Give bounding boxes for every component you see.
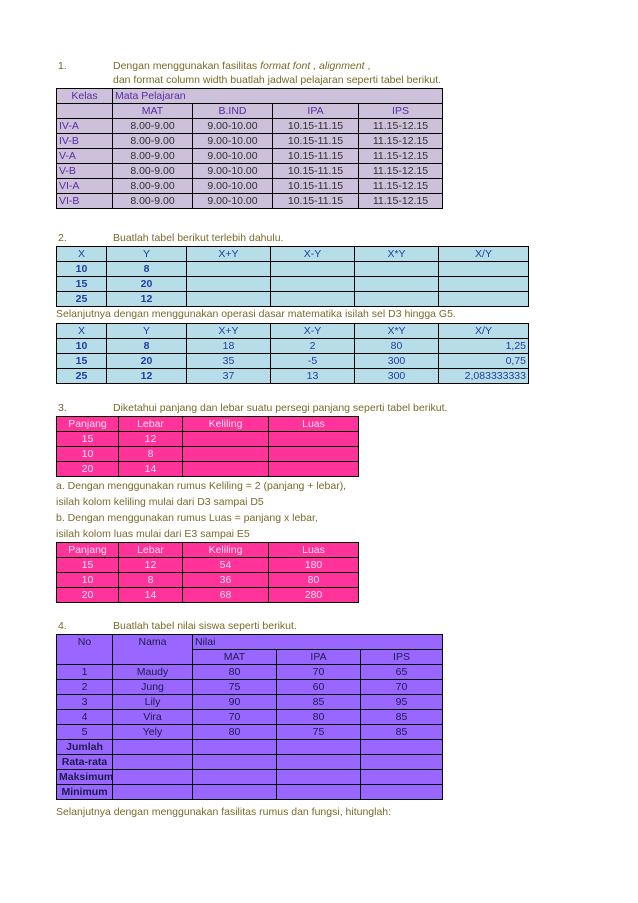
table-row [57,369,529,384]
value-cell: 8 [107,339,187,354]
summary-label: Maksimum [57,770,113,785]
empty-cell [277,770,361,785]
grade-cell: 85 [361,725,443,740]
value-cell: 280 [269,588,359,603]
student-grades-table [56,634,443,800]
section3-text-a: a. Dengan menggunakan rumus Keliling = 2 (panjang + lebar), [56,480,347,492]
empty-cell [113,785,193,800]
table-row [57,262,529,277]
math-table-filled [56,323,529,384]
empty-cell [187,262,271,277]
column-header: Panjang [57,417,119,432]
subject-header: MAT [193,650,277,665]
empty-cell [355,292,439,307]
empty-cell [183,462,269,477]
header-mata-pelajaran: Mata Pelajaran [113,89,443,104]
table-row [57,770,443,785]
header-no: No [57,635,113,650]
empty-cell [439,277,529,292]
name-cell: Vira [113,710,193,725]
grade-cell: 70 [193,710,277,725]
time-cell: 11.15-12.15 [359,119,443,134]
value-cell: 20 [57,588,119,603]
grade-cell: 4 [57,710,113,725]
column-header: X*Y [355,324,439,339]
column-header: Keliling [183,417,269,432]
grade-cell: 65 [361,665,443,680]
empty-cell [269,447,359,462]
empty-cell [187,277,271,292]
panjang-cell: 15 [57,432,119,447]
empty-cell [439,292,529,307]
value-cell: 20 [107,354,187,369]
section3-text-d: isilah kolom luas mulai dari E3 sampai E5 [56,528,250,540]
x-cell: 25 [57,292,107,307]
grade-cell: 75 [193,680,277,695]
time-cell: 9.00-10.00 [193,134,273,149]
table-row [57,277,529,292]
empty-cell [269,432,359,447]
value-cell: 15 [57,354,107,369]
time-cell: 9.00-10.00 [193,119,273,134]
section3-text-c: b. Dengan menggunakan rumus Luas = panjang x lebar, [56,512,318,524]
column-header: X [57,324,107,339]
grade-cell: 85 [277,695,361,710]
table-row [57,665,443,680]
value-cell: 1,25 [439,339,529,354]
y-cell: 8 [107,262,187,277]
value-cell: 10 [57,573,119,588]
grade-cell: 80 [193,725,277,740]
x-cell: 10 [57,262,107,277]
table-row [57,785,443,800]
empty-cell [193,755,277,770]
empty-cell [355,262,439,277]
time-cell: 10.15-11.15 [273,164,359,179]
time-cell: 9.00-10.00 [193,164,273,179]
grade-cell: 75 [277,725,361,740]
table-row [57,119,443,134]
class-cell: V-B [57,164,113,179]
empty-cell [277,755,361,770]
panjang-cell: 10 [57,447,119,462]
table-row [57,695,443,710]
empty-cell [183,432,269,447]
empty-cell [361,770,443,785]
value-cell: 25 [57,369,107,384]
grade-cell: 85 [361,710,443,725]
empty-cell [113,755,193,770]
time-cell: 8.00-9.00 [113,179,193,194]
table-row [57,432,359,447]
time-cell: 9.00-10.00 [193,194,273,209]
grade-cell: 2 [57,680,113,695]
time-cell: 9.00-10.00 [193,149,273,164]
column-header: X [57,247,107,262]
value-cell: 2,083333333 [439,369,529,384]
section1-instruction-line1: Dengan menggunakan fasilitas format font , alignment , [113,60,371,72]
grade-cell: 90 [193,695,277,710]
schedule-table [56,88,443,209]
value-cell: 13 [271,369,355,384]
subject-header: IPA [277,650,361,665]
grade-cell: 80 [277,710,361,725]
column-header: Y [107,247,187,262]
column-header: X-Y [271,324,355,339]
column-header: X*Y [355,247,439,262]
empty-cell [361,755,443,770]
value-cell: 36 [183,573,269,588]
table-row [57,134,443,149]
table-row [57,462,359,477]
header-kelas: Kelas [57,89,113,104]
empty-cell [361,785,443,800]
empty-cell [193,785,277,800]
lebar-cell: 14 [119,462,183,477]
time-cell: 8.00-9.00 [113,164,193,179]
column-header: X-Y [271,247,355,262]
table-row [57,558,359,573]
empty-cell [183,447,269,462]
column-header: Lebar [119,543,183,558]
math-table-empty [56,246,529,307]
table-row [57,755,443,770]
header-nama: Nama [113,635,193,650]
time-cell: 10.15-11.15 [273,179,359,194]
table-row [57,339,529,354]
section4-number: 4. [58,620,67,632]
section2-instruction-2: Selanjutnya dengan menggunakan operasi dasar matematika isilah sel D3 hingga G5. [56,308,456,320]
column-header: X+Y [187,247,271,262]
section2-instruction: Buatlah tabel berikut terlebih dahulu. [113,232,284,244]
table-row [57,573,359,588]
empty-cell [187,292,271,307]
lebar-cell: 12 [119,432,183,447]
value-cell: 80 [269,573,359,588]
time-cell: 8.00-9.00 [113,134,193,149]
section4-footer: Selanjutnya dengan menggunakan fasilitas rumus dan fungsi, hitunglah: [56,806,392,818]
table-row [57,417,359,432]
empty-cell [277,785,361,800]
value-cell: 2 [271,339,355,354]
y-cell: 12 [107,292,187,307]
value-cell: 18 [187,339,271,354]
table-row [57,588,359,603]
grade-cell: 5 [57,725,113,740]
value-cell: 8 [119,573,183,588]
value-cell: 10 [57,339,107,354]
section1-instruction-line2: dan format column width buatlah jadwal pelajaran seperti tabel berikut. [113,74,442,86]
empty-cell [193,770,277,785]
value-cell: 12 [119,558,183,573]
table-row [57,740,443,755]
class-cell: VI-B [57,194,113,209]
table-row [57,725,443,740]
column-header: Y [107,324,187,339]
empty-cell [269,462,359,477]
empty-cell [113,770,193,785]
time-cell: 10.15-11.15 [273,149,359,164]
table-row [57,324,529,339]
subject-header: B.IND [193,104,273,119]
name-cell: Yely [113,725,193,740]
table-row [57,635,443,650]
empty-cell [113,740,193,755]
time-cell: 11.15-12.15 [359,134,443,149]
empty-cell [277,740,361,755]
time-cell: 10.15-11.15 [273,194,359,209]
summary-label: Rata-rata [57,755,113,770]
column-header: Keliling [183,543,269,558]
table-row [57,292,529,307]
table-row [57,194,443,209]
time-cell: 10.15-11.15 [273,119,359,134]
value-cell: 37 [187,369,271,384]
empty-cell [439,262,529,277]
name-cell: Maudy [113,665,193,680]
time-cell: 11.15-12.15 [359,149,443,164]
grade-cell: 60 [277,680,361,695]
subject-header: IPA [273,104,359,119]
column-header: Luas [269,543,359,558]
empty-cell [361,740,443,755]
name-cell: Lily [113,695,193,710]
time-cell: 11.15-12.15 [359,179,443,194]
name-cell: Jung [113,680,193,695]
subject-header: MAT [113,104,193,119]
column-header: X+Y [187,324,271,339]
summary-label: Minimum [57,785,113,800]
subject-header: IPS [359,104,443,119]
section3-text-b: isilah kolom keliling mulai dari D3 sampai D5 [56,496,264,508]
table-row [57,543,359,558]
value-cell: 300 [355,354,439,369]
table-row [57,149,443,164]
value-cell: 54 [183,558,269,573]
class-cell: IV-B [57,134,113,149]
column-header: X/Y [439,324,529,339]
table-row [57,89,443,104]
value-cell: 0,75 [439,354,529,369]
table-row [57,447,359,462]
time-cell: 10.15-11.15 [273,134,359,149]
empty-cell [271,262,355,277]
value-cell: 14 [119,588,183,603]
section1-number: 1. [58,60,67,72]
value-cell: 15 [57,558,119,573]
time-cell: 11.15-12.15 [359,164,443,179]
section3-number: 3. [58,402,67,414]
lebar-cell: 8 [119,447,183,462]
class-cell: VI-A [57,179,113,194]
time-cell: 8.00-9.00 [113,149,193,164]
empty-cell [355,277,439,292]
grade-cell: 1 [57,665,113,680]
grade-cell: 70 [277,665,361,680]
summary-label: Jumlah [57,740,113,755]
value-cell: 68 [183,588,269,603]
grade-cell: 70 [361,680,443,695]
panjang-cell: 20 [57,462,119,477]
header-nilai: Nilai [193,635,443,650]
table-row [57,710,443,725]
y-cell: 20 [107,277,187,292]
column-header: Luas [269,417,359,432]
table-row [57,104,443,119]
column-header: X/Y [439,247,529,262]
empty-cell [271,292,355,307]
grade-cell: 3 [57,695,113,710]
value-cell: 180 [269,558,359,573]
empty-cell [271,277,355,292]
section4-instruction: Buatlah tabel nilai siswa seperti berikut. [113,620,297,632]
table-row [57,179,443,194]
value-cell: 80 [355,339,439,354]
subject-header: IPS [361,650,443,665]
section2-number: 2. [58,232,67,244]
class-cell: V-A [57,149,113,164]
grade-cell: 95 [361,695,443,710]
section3-instruction: Diketahui panjang dan lebar suatu persegi panjang seperti tabel berikut. [113,402,448,414]
time-cell: 11.15-12.15 [359,194,443,209]
column-header: Panjang [57,543,119,558]
value-cell: -5 [271,354,355,369]
table-row [57,650,443,665]
value-cell: 12 [107,369,187,384]
empty-cell [193,740,277,755]
time-cell: 9.00-10.00 [193,179,273,194]
rectangle-table-filled [56,542,359,603]
table-row [57,354,529,369]
rectangle-table-empty [56,416,359,477]
table-row [57,247,529,262]
time-cell: 8.00-9.00 [113,119,193,134]
grade-cell: 80 [193,665,277,680]
class-cell: IV-A [57,119,113,134]
value-cell: 300 [355,369,439,384]
column-header: Lebar [119,417,183,432]
time-cell: 8.00-9.00 [113,194,193,209]
table-row [57,164,443,179]
value-cell: 35 [187,354,271,369]
x-cell: 15 [57,277,107,292]
table-row [57,680,443,695]
